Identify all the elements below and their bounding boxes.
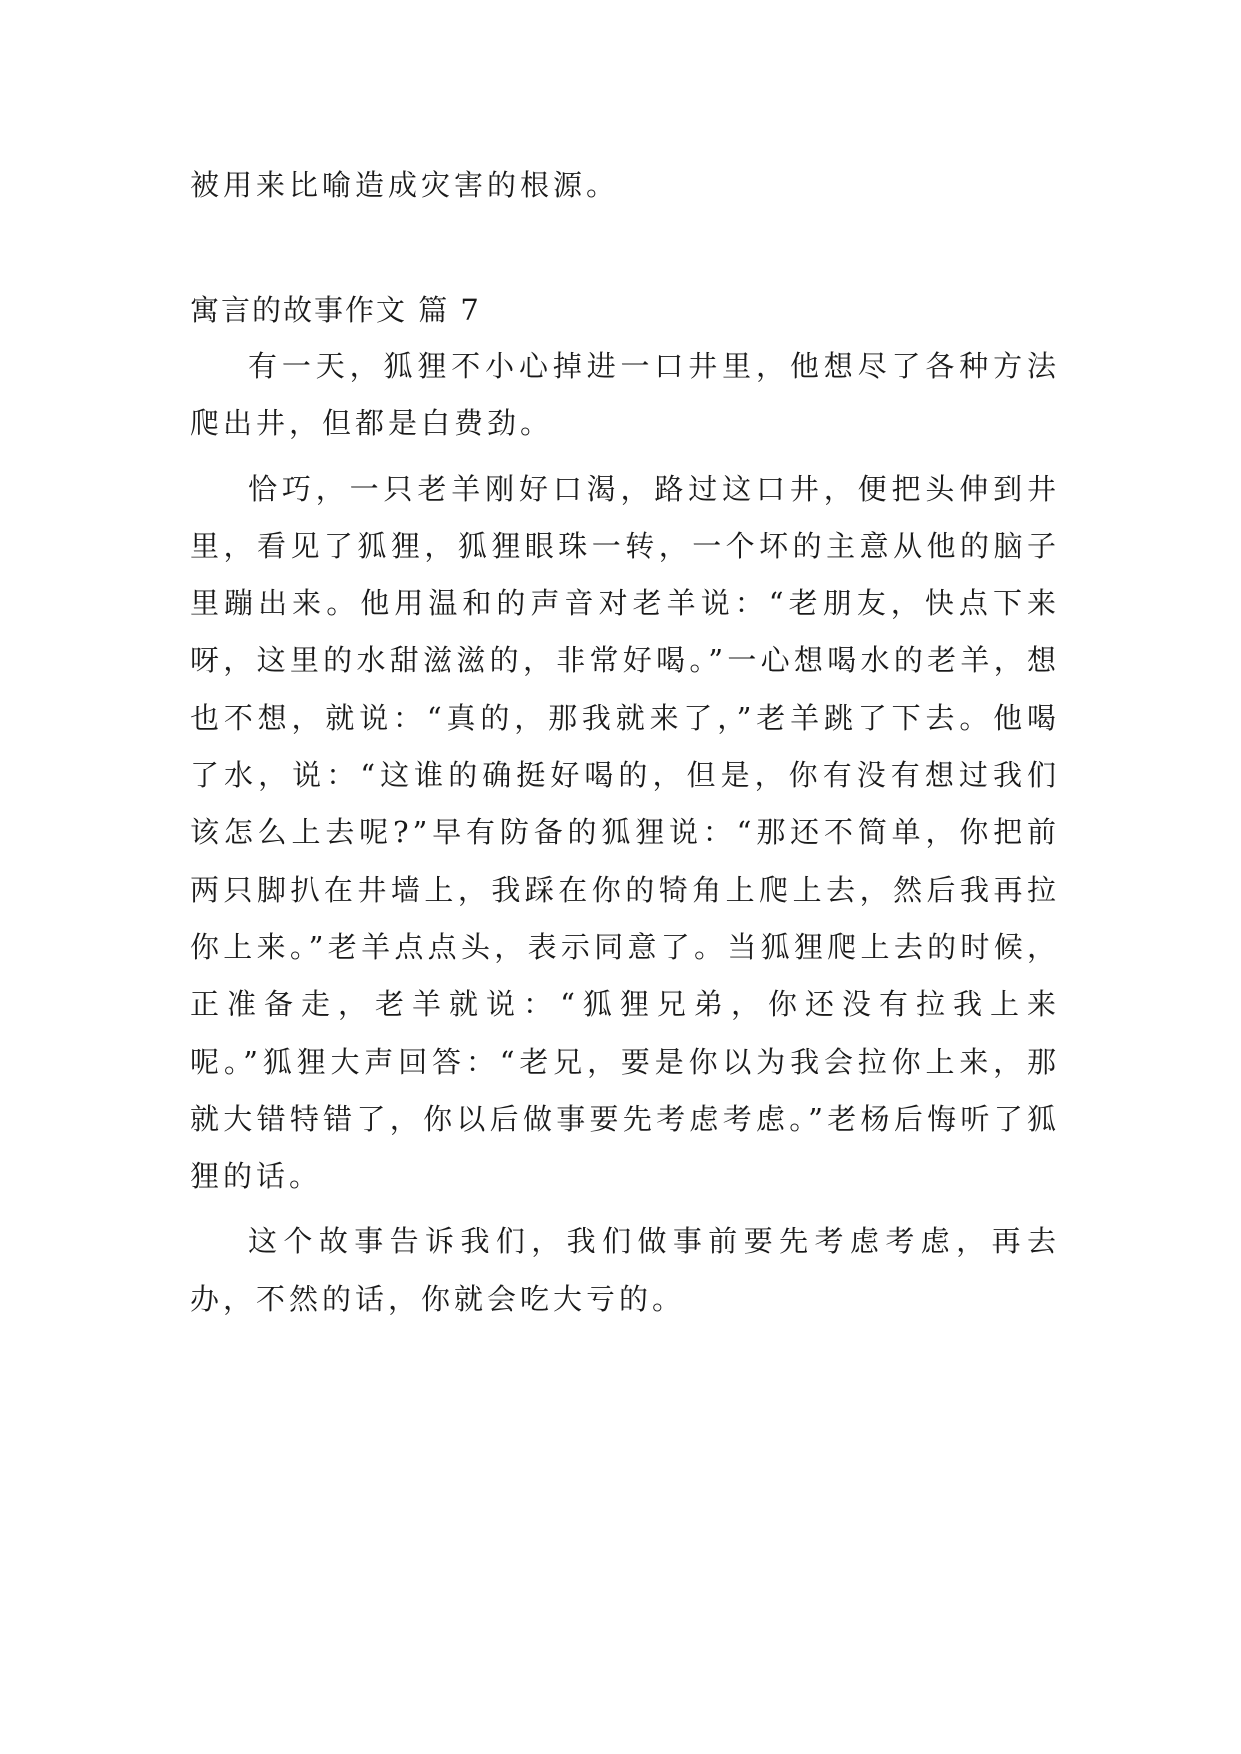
story-paragraph-3: 这个故事告诉我们，我们做事前要先考虑考虑，再去办，不然的话，你就会吃大亏的。	[190, 1224, 1060, 1316]
story-paragraph-2: 恰巧，一只老羊刚好口渴，路过这口井，便把头伸到井里，看见了狐狸，狐狸眼珠一转，一个坏的主意从他的脑子里蹦出来。他用温和的声音对老羊说：“老朋友，快点下来呀，这里的水甜滋滋的，非常好喝。”一心想喝水的老羊，想也不想，就说：“真的，那我就来了，”老羊跳了下去。他喝了水，说：“这谁的确挺好喝的，但是，你有没有想过我们该怎么上去呢?”早有防备的狐狸说：“那还不简单，你把前两只脚扒在井墙上，我踩在你的犄角上爬上去，然后我再拉你上来。”老羊点点头，表示同意了。当狐狸爬上去的时候，正准备走，老羊就说：“狐狸兄弟，你还没有拉我上来呢。”狐狸大声回答：“老兄，要是你以为我会拉你上来，那就大错特错了，你以后做事要先考虑考虑。”老杨后悔听了狐狸的话。	[190, 471, 1060, 1194]
section-heading: 寓言的故事作文 篇 7	[190, 293, 481, 327]
story-body	[190, 338, 1060, 1336]
story-paragraph-1: 有一天，狐狸不小心掉进一口井里，他想尽了各种方法爬出井，但都是白费劲。	[190, 349, 1060, 441]
carryover-line: 被用来比喻造成灾害的根源。	[190, 168, 620, 202]
